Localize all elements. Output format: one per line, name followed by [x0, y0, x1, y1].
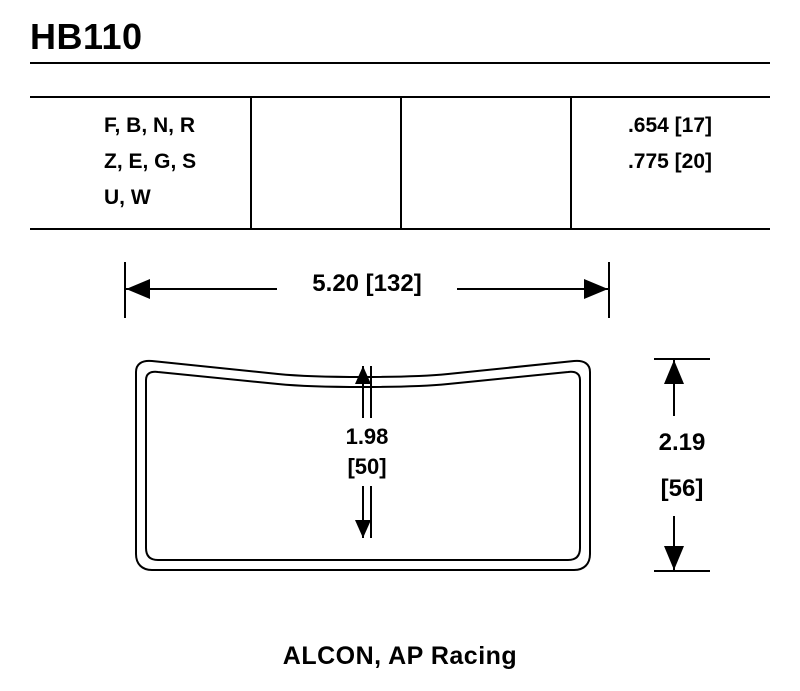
- divider-table-bottom: [30, 228, 770, 230]
- arrow-down-icon: [664, 546, 684, 570]
- overall-height-dimension: [640, 358, 720, 572]
- page-title: HB110: [30, 16, 143, 57]
- inner-height-dimension: [345, 366, 389, 538]
- inner-height-label: [300, 418, 434, 486]
- arrow-down-icon: [355, 520, 371, 538]
- overall-height-label: [622, 416, 742, 516]
- compound-row: Z, E, G, S: [104, 150, 197, 173]
- extension-line-bottom: [654, 570, 710, 572]
- divider-top: [30, 62, 770, 64]
- table-column-divider-3: [570, 96, 572, 228]
- arrow-left-icon: [126, 279, 150, 299]
- thickness-row: .654 [17]: [627, 114, 713, 137]
- extension-line-right: [608, 262, 610, 318]
- application-caption: ALCON, AP Racing: [282, 642, 518, 670]
- inner-height-mm: [50]: [347, 454, 387, 479]
- thickness-row: .775 [20]: [627, 150, 713, 173]
- table-column-divider-2: [400, 96, 402, 228]
- table-column-divider-1: [250, 96, 252, 228]
- arrow-up-icon: [355, 366, 371, 384]
- width-dimension-label: 5.20 [132]: [277, 270, 457, 298]
- width-dimension: [124, 262, 610, 318]
- compound-row: U, W: [104, 186, 151, 209]
- overall-height-mm: [56]: [660, 475, 704, 502]
- arrow-right-icon: [584, 279, 608, 299]
- overall-height-inches: 2.19: [658, 429, 706, 456]
- arrow-up-icon: [664, 360, 684, 384]
- compound-row: F, B, N, R: [104, 114, 196, 137]
- thickness-list: [575, 108, 765, 180]
- compound-code-list: [104, 108, 196, 216]
- inner-height-inches: 1.98: [345, 424, 389, 449]
